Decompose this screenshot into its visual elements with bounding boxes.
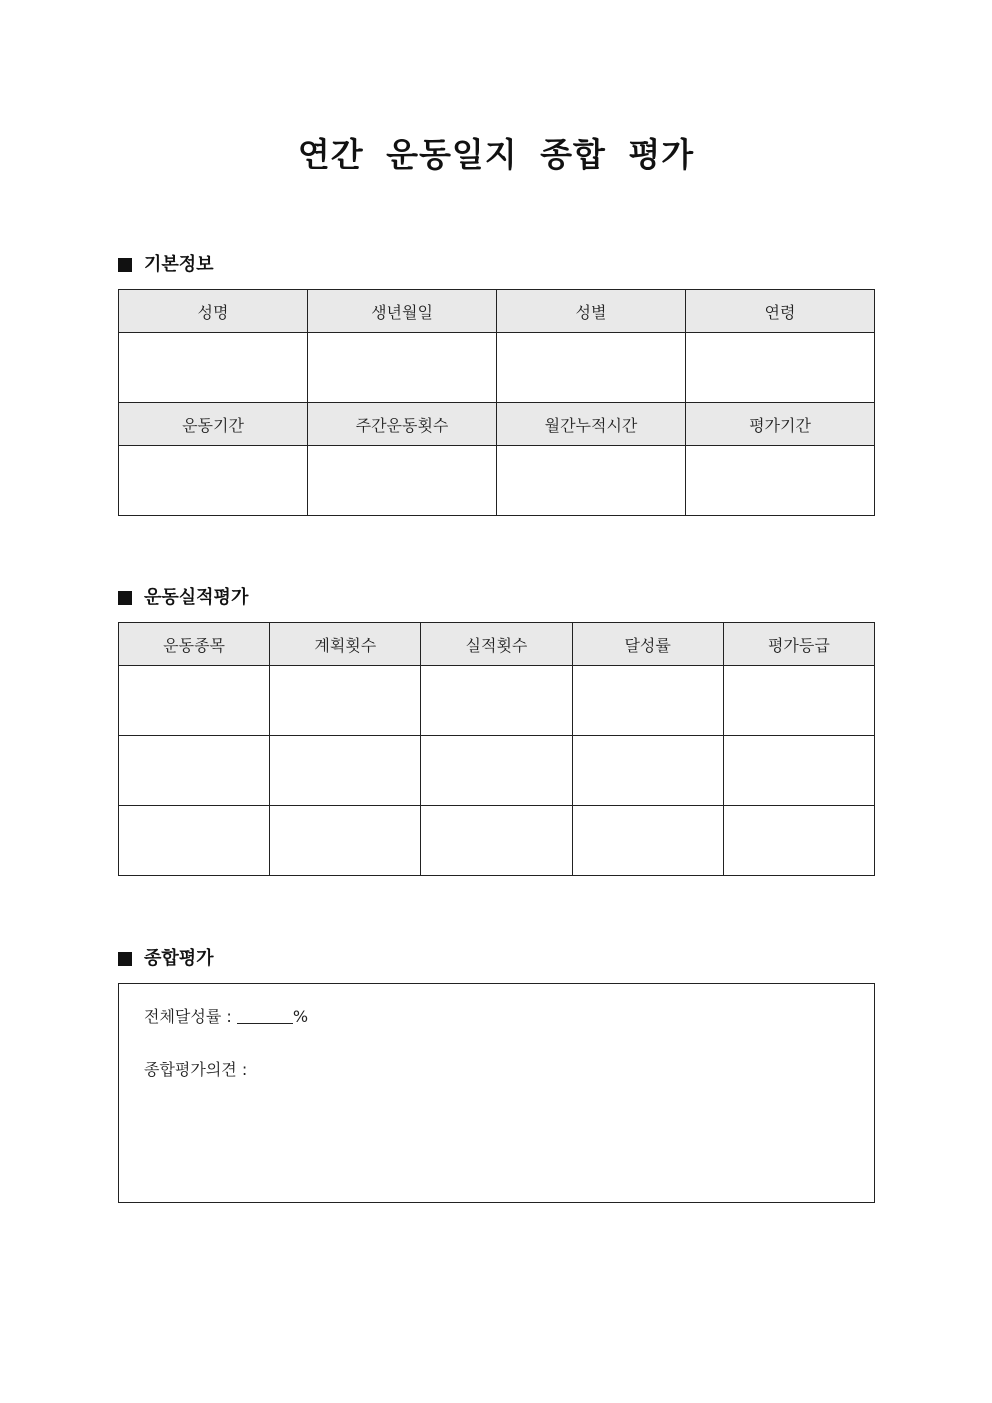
- table-row: [119, 403, 875, 446]
- performance-table: [118, 622, 875, 876]
- summary-box[interactable]: [118, 983, 875, 1203]
- header-cell-weekly-count: 주간운동횟수: [308, 403, 497, 446]
- input-cell[interactable]: [723, 806, 874, 876]
- square-bullet-icon: [118, 591, 132, 605]
- input-cell[interactable]: [270, 806, 421, 876]
- document-title: 연간 운동일지 종합 평가: [297, 135, 695, 174]
- input-cell-age[interactable]: [686, 333, 875, 403]
- input-cell[interactable]: [270, 666, 421, 736]
- section-heading-label: 종합평가: [144, 948, 214, 969]
- header-cell-name: 성명: [119, 290, 308, 333]
- table-row: [119, 666, 875, 736]
- table-row: [119, 333, 875, 403]
- table-row: [119, 446, 875, 516]
- achievement-line: [144, 1004, 308, 1027]
- table-row: [119, 623, 875, 666]
- opinion-line: [144, 1057, 247, 1080]
- input-cell[interactable]: [572, 806, 723, 876]
- header-cell-achievement-rate: 달성률: [572, 623, 723, 666]
- header-cell-monthly-time: 월간누적시간: [497, 403, 686, 446]
- square-bullet-icon: [118, 258, 132, 272]
- input-cell[interactable]: [421, 806, 572, 876]
- basic-info-table: [118, 289, 875, 516]
- input-cell-birthdate[interactable]: [308, 333, 497, 403]
- section-heading-performance: [118, 585, 248, 611]
- input-cell-eval-period[interactable]: [686, 446, 875, 516]
- section-heading-basic-info: [118, 252, 214, 278]
- input-cell[interactable]: [119, 736, 270, 806]
- table-row: [119, 290, 875, 333]
- input-cell-name[interactable]: [119, 333, 308, 403]
- input-cell[interactable]: [723, 736, 874, 806]
- square-bullet-icon: [118, 952, 132, 966]
- input-cell[interactable]: [119, 666, 270, 736]
- input-cell[interactable]: [119, 806, 270, 876]
- input-cell-exercise-period[interactable]: [119, 446, 308, 516]
- input-cell[interactable]: [572, 666, 723, 736]
- achievement-unit: %: [292, 1007, 309, 1026]
- section-heading-label: 운동실적평가: [144, 587, 249, 608]
- input-cell[interactable]: [723, 666, 874, 736]
- opinion-label: 종합평가의견 :: [144, 1060, 248, 1079]
- input-cell[interactable]: [421, 736, 572, 806]
- header-cell-eval-period: 평가기간: [686, 403, 875, 446]
- table-row: [119, 736, 875, 806]
- section-heading-summary: [118, 946, 214, 972]
- header-cell-actual-count: 실적횟수: [421, 623, 572, 666]
- input-cell[interactable]: [421, 666, 572, 736]
- header-cell-grade: 평가등급: [723, 623, 874, 666]
- header-cell-birthdate: 생년월일: [308, 290, 497, 333]
- input-cell-monthly-time[interactable]: [497, 446, 686, 516]
- header-cell-age: 연령: [686, 290, 875, 333]
- header-cell-planned-count: 계획횟수: [270, 623, 421, 666]
- header-cell-exercise-type: 운동종목: [119, 623, 270, 666]
- header-cell-exercise-period: 운동기간: [119, 403, 308, 446]
- input-cell-gender[interactable]: [497, 333, 686, 403]
- table-row: [119, 806, 875, 876]
- header-cell-gender: 성별: [497, 290, 686, 333]
- input-cell[interactable]: [270, 736, 421, 806]
- achievement-label: 전체달성률 :: [144, 1007, 237, 1026]
- input-cell[interactable]: [572, 736, 723, 806]
- input-cell-weekly-count[interactable]: [308, 446, 497, 516]
- achievement-blank[interactable]: [237, 1009, 293, 1024]
- section-heading-label: 기본정보: [144, 254, 214, 275]
